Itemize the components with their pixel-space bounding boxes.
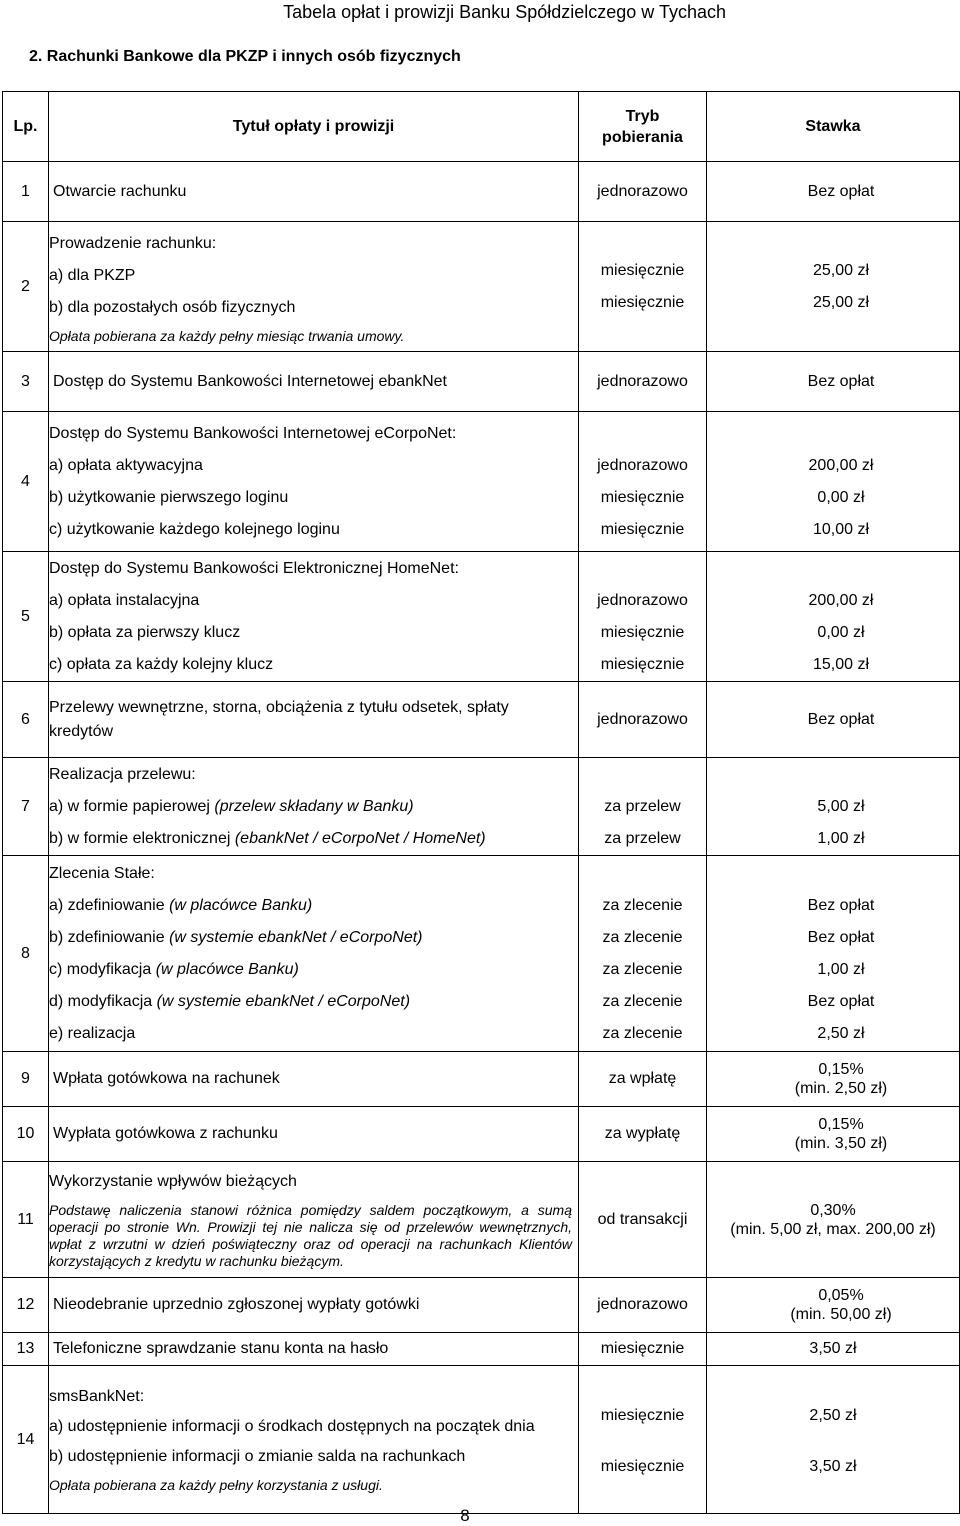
row-rate-block — [707, 758, 960, 856]
row-subitem-rate: Bez opłat — [807, 992, 875, 1010]
row-title: Przelewy wewnętrzne, storna, obciążenia z tytułu odsetek, spłaty kredytów — [49, 698, 509, 740]
row-title: Otwarcie rachunku — [49, 162, 579, 222]
row-subitem-rate: 25,00 zł — [812, 261, 870, 279]
row-subitem-rate: 2,50 zł — [817, 1024, 865, 1042]
row-rate-min: (min. 5,00 zł, max. 200,00 zł) — [730, 1220, 936, 1238]
row-mode-block — [579, 1366, 707, 1514]
row-subitem-title: c) modyfikacja (w placówce Banku) — [49, 960, 299, 978]
row-subitem-title: c) użytkowanie każdego kolejnego loginu — [49, 520, 340, 538]
row-number: 6 — [3, 682, 49, 758]
row-subitem-rate: 3,50 zł — [809, 1458, 857, 1475]
row-note: Opłata pobierana za każdy pełny miesiąc trwania umowy. — [49, 328, 405, 344]
row-subitem-rate: 25,00 zł — [812, 293, 870, 311]
row-number: 13 — [3, 1333, 49, 1366]
column-header-lp: Lp. — [3, 92, 49, 162]
row-subitem-mode: jednorazowo — [597, 456, 688, 474]
table-row — [3, 1333, 960, 1366]
row-subitem-rate: 200,00 zł — [808, 591, 874, 609]
row-rate: Bez opłat — [707, 162, 960, 222]
row-subitem-mode: za przelew — [604, 829, 681, 847]
table-row — [3, 222, 960, 352]
row-rate: 0,15% — [818, 1061, 864, 1078]
row-subitem-mode: miesięcznie — [600, 293, 685, 311]
row-subitem-title: a) opłata instalacyjna — [49, 591, 200, 609]
table-row — [3, 1107, 960, 1162]
row-title-block — [49, 1162, 579, 1278]
row-subitem-mode: za zlecenie — [602, 1024, 683, 1042]
row-rate-block — [707, 1107, 960, 1162]
row-subitem-title: b) zdefiniowanie (w systemie ebankNet / eCorpoNet) — [49, 928, 423, 946]
row-title: Zlecenia Stałe: — [49, 864, 155, 882]
row-rate: 0,05% — [818, 1287, 864, 1304]
page-number: 8 — [460, 1506, 470, 1525]
row-number: 1 — [3, 162, 49, 222]
row-rate-block — [707, 222, 960, 352]
row-rate: 0,15% — [818, 1116, 864, 1133]
row-subitem-mode: miesięcznie — [600, 1407, 685, 1424]
row-title-block — [49, 222, 579, 352]
row-subitem-rate: 10,00 zł — [812, 520, 870, 538]
row-subitem-title: a) udostępnienie informacji o środkach dostępnych na początek dnia — [49, 1417, 535, 1435]
row-subitem-title: d) modyfikacja (w systemie ebankNet / eCorpoNet) — [49, 992, 411, 1010]
section-title: 2. Rachunki Bankowe dla PKZP i innych osób fizycznych — [29, 48, 461, 65]
table-row — [3, 352, 960, 412]
row-title-block — [49, 412, 579, 552]
row-mode: miesięcznie — [579, 1333, 707, 1366]
table-row — [3, 1366, 960, 1514]
row-title: Wykorzystanie wpływów bieżących — [49, 1172, 297, 1190]
row-mode: za wpłatę — [579, 1052, 707, 1107]
row-title: Dostęp do Systemu Bankowości Elektronicznej HomeNet: — [49, 559, 459, 577]
row-title: Dostęp do Systemu Bankowości Internetowej eCorpoNet: — [49, 424, 457, 442]
table-row — [3, 856, 960, 1052]
row-subitem-mode: miesięcznie — [600, 261, 685, 279]
row-mode: za wypłatę — [579, 1107, 707, 1162]
row-subitem-rate: 0,00 zł — [817, 623, 865, 641]
row-note: Podstawę naliczenia stanowi różnica pomiędzy saldem początkowym, a sumą operacji po stronie Wn. Prowizji tej nie nalicza się od przelewów wewnętrznych, wpłat z wrzutni w dzień poświąteczny oraz od operacji na rachunkach Klientów korzystających z kredytu w rachunku bieżącym. — [49, 1201, 572, 1269]
row-subitem-title: a) opłata aktywacyjna — [49, 456, 203, 474]
row-number: 9 — [3, 1052, 49, 1107]
row-number: 4 — [3, 412, 49, 552]
table-row — [3, 1052, 960, 1107]
row-subitem-title: b) w formie elektronicznej (ebankNet / eCorpoNet / HomeNet) — [49, 829, 486, 847]
row-title: Prowadzenie rachunku: — [49, 235, 217, 252]
row-subitem-rate: 1,00 zł — [817, 960, 865, 978]
row-rate-block — [707, 552, 960, 682]
row-title: Telefoniczne sprawdzanie stanu konta na hasło — [49, 1333, 579, 1366]
row-mode: jednorazowo — [579, 162, 707, 222]
row-mode-block — [579, 758, 707, 856]
row-rate-min: (min. 50,00 zł) — [790, 1306, 892, 1323]
row-subitem-title: b) udostępnienie informacji o zmianie salda na rachunkach — [49, 1447, 466, 1465]
row-title: Wypłata gotówkowa z rachunku — [49, 1107, 579, 1162]
row-title: Wpłata gotówkowa na rachunek — [49, 1052, 579, 1107]
row-mode-block — [579, 412, 707, 552]
row-rate-block — [707, 412, 960, 552]
row-subitem-mode: za zlecenie — [602, 896, 683, 914]
table-row — [3, 682, 960, 758]
row-subitem-title: b) dla pozostałych osób fizycznych — [49, 299, 296, 316]
row-number: 11 — [3, 1162, 49, 1278]
row-subitem-title: c) opłata za każdy kolejny klucz — [49, 655, 274, 673]
row-subitem-mode: miesięcznie — [600, 520, 685, 538]
row-mode: jednorazowo — [579, 1278, 707, 1333]
row-rate-block — [707, 1366, 960, 1514]
row-subitem-mode: za zlecenie — [602, 928, 683, 946]
row-subitem-rate: 5,00 zł — [817, 797, 865, 815]
row-number: 14 — [3, 1366, 49, 1514]
row-number: 8 — [3, 856, 49, 1052]
row-subitem-rate: 0,00 zł — [817, 488, 865, 506]
row-subitem-rate: 1,00 zł — [817, 829, 865, 847]
row-title: smsBankNet: — [49, 1387, 145, 1405]
row-subitem-rate: Bez opłat — [807, 896, 875, 914]
row-number: 3 — [3, 352, 49, 412]
row-subitem-title: a) dla PKZP — [49, 267, 136, 284]
row-mode: od transakcji — [579, 1162, 707, 1278]
row-rate-min: (min. 3,50 zł) — [794, 1135, 888, 1152]
row-subitem-rate: Bez opłat — [807, 928, 875, 946]
row-subitem-mode: jednorazowo — [597, 591, 688, 609]
row-mode-block — [579, 552, 707, 682]
row-subitem-mode: za przelew — [604, 797, 681, 815]
column-header-mode: Tryb pobierania — [579, 92, 707, 162]
table-row — [3, 1162, 960, 1278]
column-header-title: Tytuł opłaty i prowizji — [49, 92, 579, 162]
row-rate-block — [707, 1162, 960, 1278]
row-subitem-title: a) zdefiniowanie (w placówce Banku) — [49, 896, 313, 914]
row-subitem-rate: 2,50 zł — [809, 1407, 857, 1424]
row-subitem-title: a) w formie papierowej (przelew składany w Banku) — [49, 797, 414, 815]
row-number: 7 — [3, 758, 49, 856]
row-rate-block — [707, 856, 960, 1052]
row-mode: jednorazowo — [579, 682, 707, 758]
row-number: 5 — [3, 552, 49, 682]
row-subitem-mode: miesięcznie — [600, 623, 685, 641]
row-number: 2 — [3, 222, 49, 352]
fee-table — [2, 91, 960, 1514]
table-row — [3, 162, 960, 222]
row-subitem-mode: za zlecenie — [602, 960, 683, 978]
row-title-block — [49, 1366, 579, 1514]
row-rate-block — [707, 1278, 960, 1333]
row-mode-block — [579, 856, 707, 1052]
row-mode-block — [579, 222, 707, 352]
column-header-rate: Stawka — [707, 92, 960, 162]
page-header: Tabela opłat i prowizji Banku Spółdzielczego w Tychach — [283, 2, 726, 22]
row-subitem-mode: miesięcznie — [600, 1458, 685, 1475]
row-rate-block — [707, 1052, 960, 1107]
row-mode: jednorazowo — [579, 352, 707, 412]
row-subitem-title: b) opłata za pierwszy klucz — [49, 623, 241, 641]
row-title-block — [49, 758, 579, 856]
row-subitem-mode: miesięcznie — [600, 488, 685, 506]
row-subitem-title: e) realizacja — [49, 1024, 136, 1042]
table-row — [3, 412, 960, 552]
row-number: 12 — [3, 1278, 49, 1333]
row-rate: Bez opłat — [707, 682, 960, 758]
row-subitem-mode: miesięcznie — [600, 655, 685, 673]
table-row — [3, 1278, 960, 1333]
row-subitem-title: b) użytkowanie pierwszego loginu — [49, 488, 289, 506]
table-header-row — [3, 92, 960, 162]
row-rate-min: (min. 2,50 zł) — [794, 1080, 888, 1097]
row-rate: Bez opłat — [707, 352, 960, 412]
row-title: Nieodebranie uprzednio zgłoszonej wypłaty gotówki — [49, 1278, 579, 1333]
row-subitem-mode: za zlecenie — [602, 992, 683, 1010]
table-row — [3, 552, 960, 682]
row-title: Realizacja przelewu: — [49, 765, 196, 783]
row-title-block — [49, 856, 579, 1052]
row-rate: 3,50 zł — [707, 1333, 960, 1366]
row-title: Dostęp do Systemu Bankowości Internetowej ebankNet — [49, 352, 579, 412]
row-note: Opłata pobierana za każdy pełny korzystania z usługi. — [49, 1476, 383, 1493]
table-row — [3, 758, 960, 856]
row-number: 10 — [3, 1107, 49, 1162]
row-rate: 0,30% — [810, 1201, 856, 1219]
row-title-block — [49, 552, 579, 682]
row-subitem-rate: 15,00 zł — [812, 655, 870, 673]
row-subitem-rate: 200,00 zł — [808, 456, 874, 474]
